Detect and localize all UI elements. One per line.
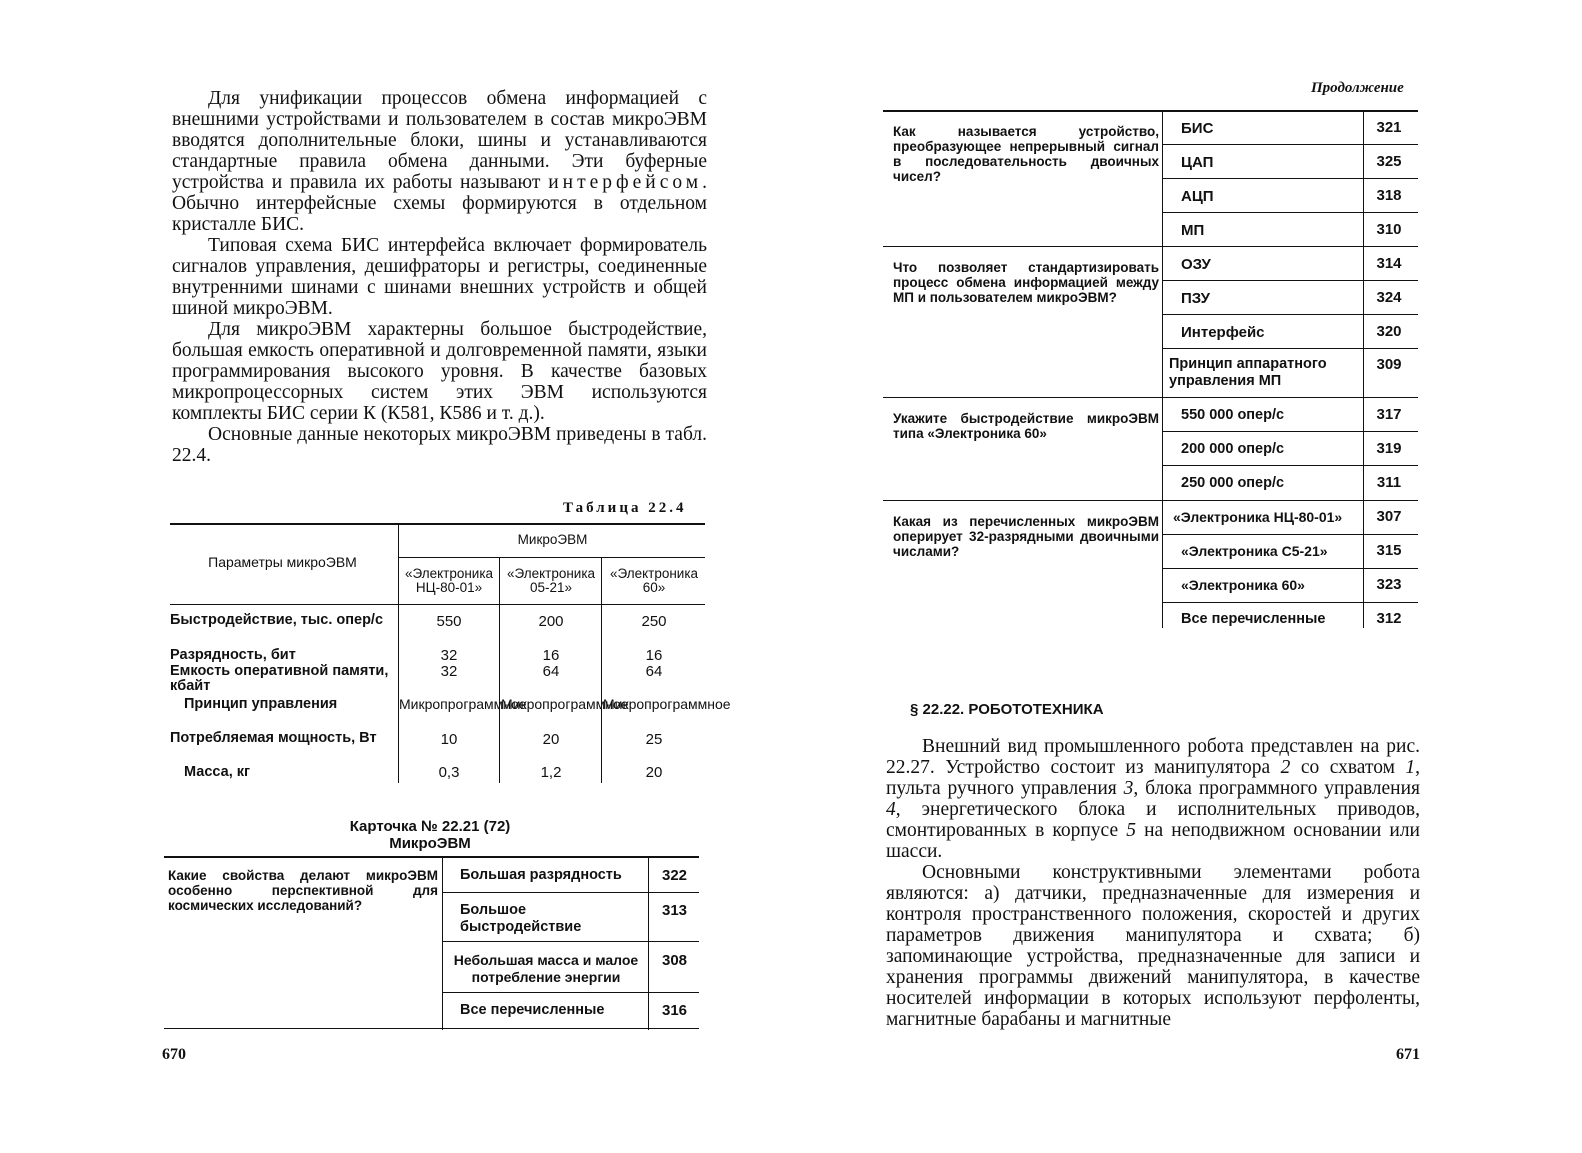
card-answer-number: 322 <box>661 867 688 884</box>
table-cell: 16 <box>542 647 560 664</box>
table-cell: 64 <box>542 663 560 680</box>
table-cell: 0,3 <box>438 764 460 781</box>
paragraph-1: Для унификации процессов обмена информацией с внешними устройствами и пользователем в состав микроЭВМ вводятся дополнительные блоки, шины и устанавливаются стандартные правила обмена данными. Эти буферные устройства и правила их работы называют интерфейсом. Обычно интерфейсные схемы формируются в отдельном кристалле БИС. <box>172 88 707 235</box>
row-label: Разрядность, бит <box>170 647 296 663</box>
continuation-label: Продолжение <box>1311 80 1404 96</box>
table-cell: 20 <box>542 731 560 748</box>
card-answer-number: 321 <box>1376 119 1402 136</box>
card-answer-number: 313 <box>661 902 688 919</box>
param-header: Параметры микроЭВМ <box>208 554 357 570</box>
table-cell: 16 <box>645 647 663 664</box>
column-header: «Электроника 05-21» <box>506 566 596 595</box>
card-22-21 <box>164 856 699 1031</box>
card-answer-number: 318 <box>1376 187 1402 204</box>
paragraph-4: Основные данные некоторых микроЭВМ приведены в табл. 22.4. <box>172 424 707 466</box>
page-number: 670 <box>162 1046 186 1063</box>
row-label: Емкость оперативной памяти, кбайт <box>170 663 389 694</box>
card-answer-number: 317 <box>1376 406 1402 423</box>
table-cell: 25 <box>645 731 663 748</box>
card-answer: Все перечисленные <box>460 1002 605 1018</box>
card-answer: Интерфейс <box>1181 324 1265 341</box>
table-cell: 64 <box>645 663 663 680</box>
table-cell: Микропрограммное <box>603 696 731 712</box>
card-answer-number: 312 <box>1376 610 1402 627</box>
card-question: Какая из перечисленных микроЭВМ оперирует 32-разрядными двоичными числами? <box>893 514 1159 559</box>
table-cell: 1,2 <box>540 764 562 781</box>
row-label: Быстродействие, тыс. опер/с <box>170 612 384 628</box>
row-label: Потребляемая мощность, Вт <box>170 730 377 746</box>
card-answer: ПЗУ <box>1181 290 1210 307</box>
card-answer: МП <box>1181 222 1205 239</box>
card-title: Карточка № 22.21 (72) МикроЭВМ <box>349 818 511 852</box>
table-cell: 250 <box>641 613 667 630</box>
paragraph-3: Для микроЭВМ характерны большое быстродействие, большая емкость оперативной и долговременной памяти, языки программирования высокого уровня. В качестве базовых микропроцессорных систем этих ЭВМ используются комплекты БИС серии К (К581, К586 и т. д.). <box>172 319 707 424</box>
card-answer: 200 000 опер/с <box>1181 441 1285 457</box>
section-heading: § 22.22. РОБОТОТЕХНИКА <box>910 701 1104 718</box>
card-answer-number: 323 <box>1376 576 1402 593</box>
card-answer: 250 000 опер/с <box>1181 475 1285 491</box>
column-header: «Электроника НЦ-80-01» <box>404 566 494 595</box>
paragraph-1: Внешний вид промышленного робота представлен на рис. 22.27. Устройство состоит из манипулятора 2 со схватом 1, пульта ручного управления 3, блока программного управления 4, энергетического блока и исполнительных приводов, смонтированных в корпусе 5 на неподвижном основании или шасси. <box>886 736 1420 862</box>
paragraph-2: Типовая схема БИС интерфейса включает формирователь сигналов управления, дешифраторы и регистры, соединенные внутренними шинами с шинами внешних устройств и общей шиной микроЭВМ. <box>172 235 707 319</box>
card-answer: Большая разрядность <box>460 867 622 883</box>
table-cell: 32 <box>440 647 458 664</box>
card-answer: БИС <box>1181 120 1214 137</box>
card-answer: Небольшая масса и малое потребление энергии <box>453 952 639 985</box>
card-question: Как называется устройство, преобразующее непрерывный сигнал в последовательность двоичных чисел? <box>893 124 1159 184</box>
left-body-text <box>172 88 707 466</box>
table-cell: Микропрограммное <box>399 696 527 712</box>
card-answer: Большое быстродействие <box>460 902 582 935</box>
card-answer: Все перечисленные <box>1181 611 1326 627</box>
card-answer-number: 325 <box>1376 153 1402 170</box>
table-cell: Микропрограммное <box>501 696 629 712</box>
card-answer-number: 314 <box>1376 255 1402 272</box>
card-answer: ЦАП <box>1181 154 1214 171</box>
card-answer-number: 311 <box>1376 474 1402 491</box>
card-answer-number: 308 <box>661 952 688 969</box>
card-answer: «Электроника С5-21» <box>1181 543 1328 559</box>
card-question: Какие свойства делают микроЭВМ особенно перспективной для космических исследований? <box>168 868 438 913</box>
right-body-text <box>886 736 1420 1030</box>
table-cell: 20 <box>645 764 663 781</box>
row-label: Принцип управления <box>184 696 338 712</box>
row-label: Масса, кг <box>184 764 251 780</box>
card-continuation <box>883 110 1418 630</box>
card-question: Что позволяет стандартизировать процесс обмена информацией между МП и пользователем микроЭВМ? <box>893 260 1159 305</box>
card-answer-number: 320 <box>1376 323 1402 340</box>
card-answer: 550 000 опер/с <box>1181 407 1285 423</box>
table-cell: 550 <box>436 613 462 630</box>
table-cell: 10 <box>440 731 458 748</box>
card-answer: Принцип аппаратного управления МП <box>1169 356 1327 389</box>
card-answer-number: 310 <box>1376 221 1402 238</box>
card-answer: «Электроника НЦ-80-01» <box>1173 509 1343 525</box>
table-cell: 32 <box>440 663 458 680</box>
card-answer-number: 315 <box>1376 542 1402 559</box>
paragraph-2: Основными конструктивными элементами робота являются: а) датчики, предназначенные для измерения и контроля пространственного положения, скоростей и других параметров движения манипулятора и схвата; б) запоминающие устройства, предназначенные для записи и хранения программы движений манипулятора, в качестве носителей информации в которых используют перфоленты, магнитные барабаны и магнитные <box>886 862 1420 1030</box>
column-header: «Электроника 60» <box>609 566 699 595</box>
card-answer-number: 319 <box>1376 440 1402 457</box>
card-answer-number: 309 <box>1376 356 1402 373</box>
group-header: МикроЭВМ <box>517 532 588 547</box>
card-answer-number: 324 <box>1376 289 1402 306</box>
table-cell: 200 <box>538 613 564 630</box>
card-answer: ОЗУ <box>1181 256 1211 273</box>
table-caption: Таблица 22.4 <box>563 500 687 516</box>
right-page <box>791 0 1582 1153</box>
card-question: Укажите быстродействие микроЭВМ типа «Электроника 60» <box>893 411 1159 441</box>
card-answer-number: 316 <box>661 1002 688 1019</box>
card-answer: «Электроника 60» <box>1181 577 1305 593</box>
card-answer-number: 307 <box>1376 508 1402 525</box>
page-number: 671 <box>1396 1046 1420 1063</box>
card-answer: АЦП <box>1181 188 1214 205</box>
